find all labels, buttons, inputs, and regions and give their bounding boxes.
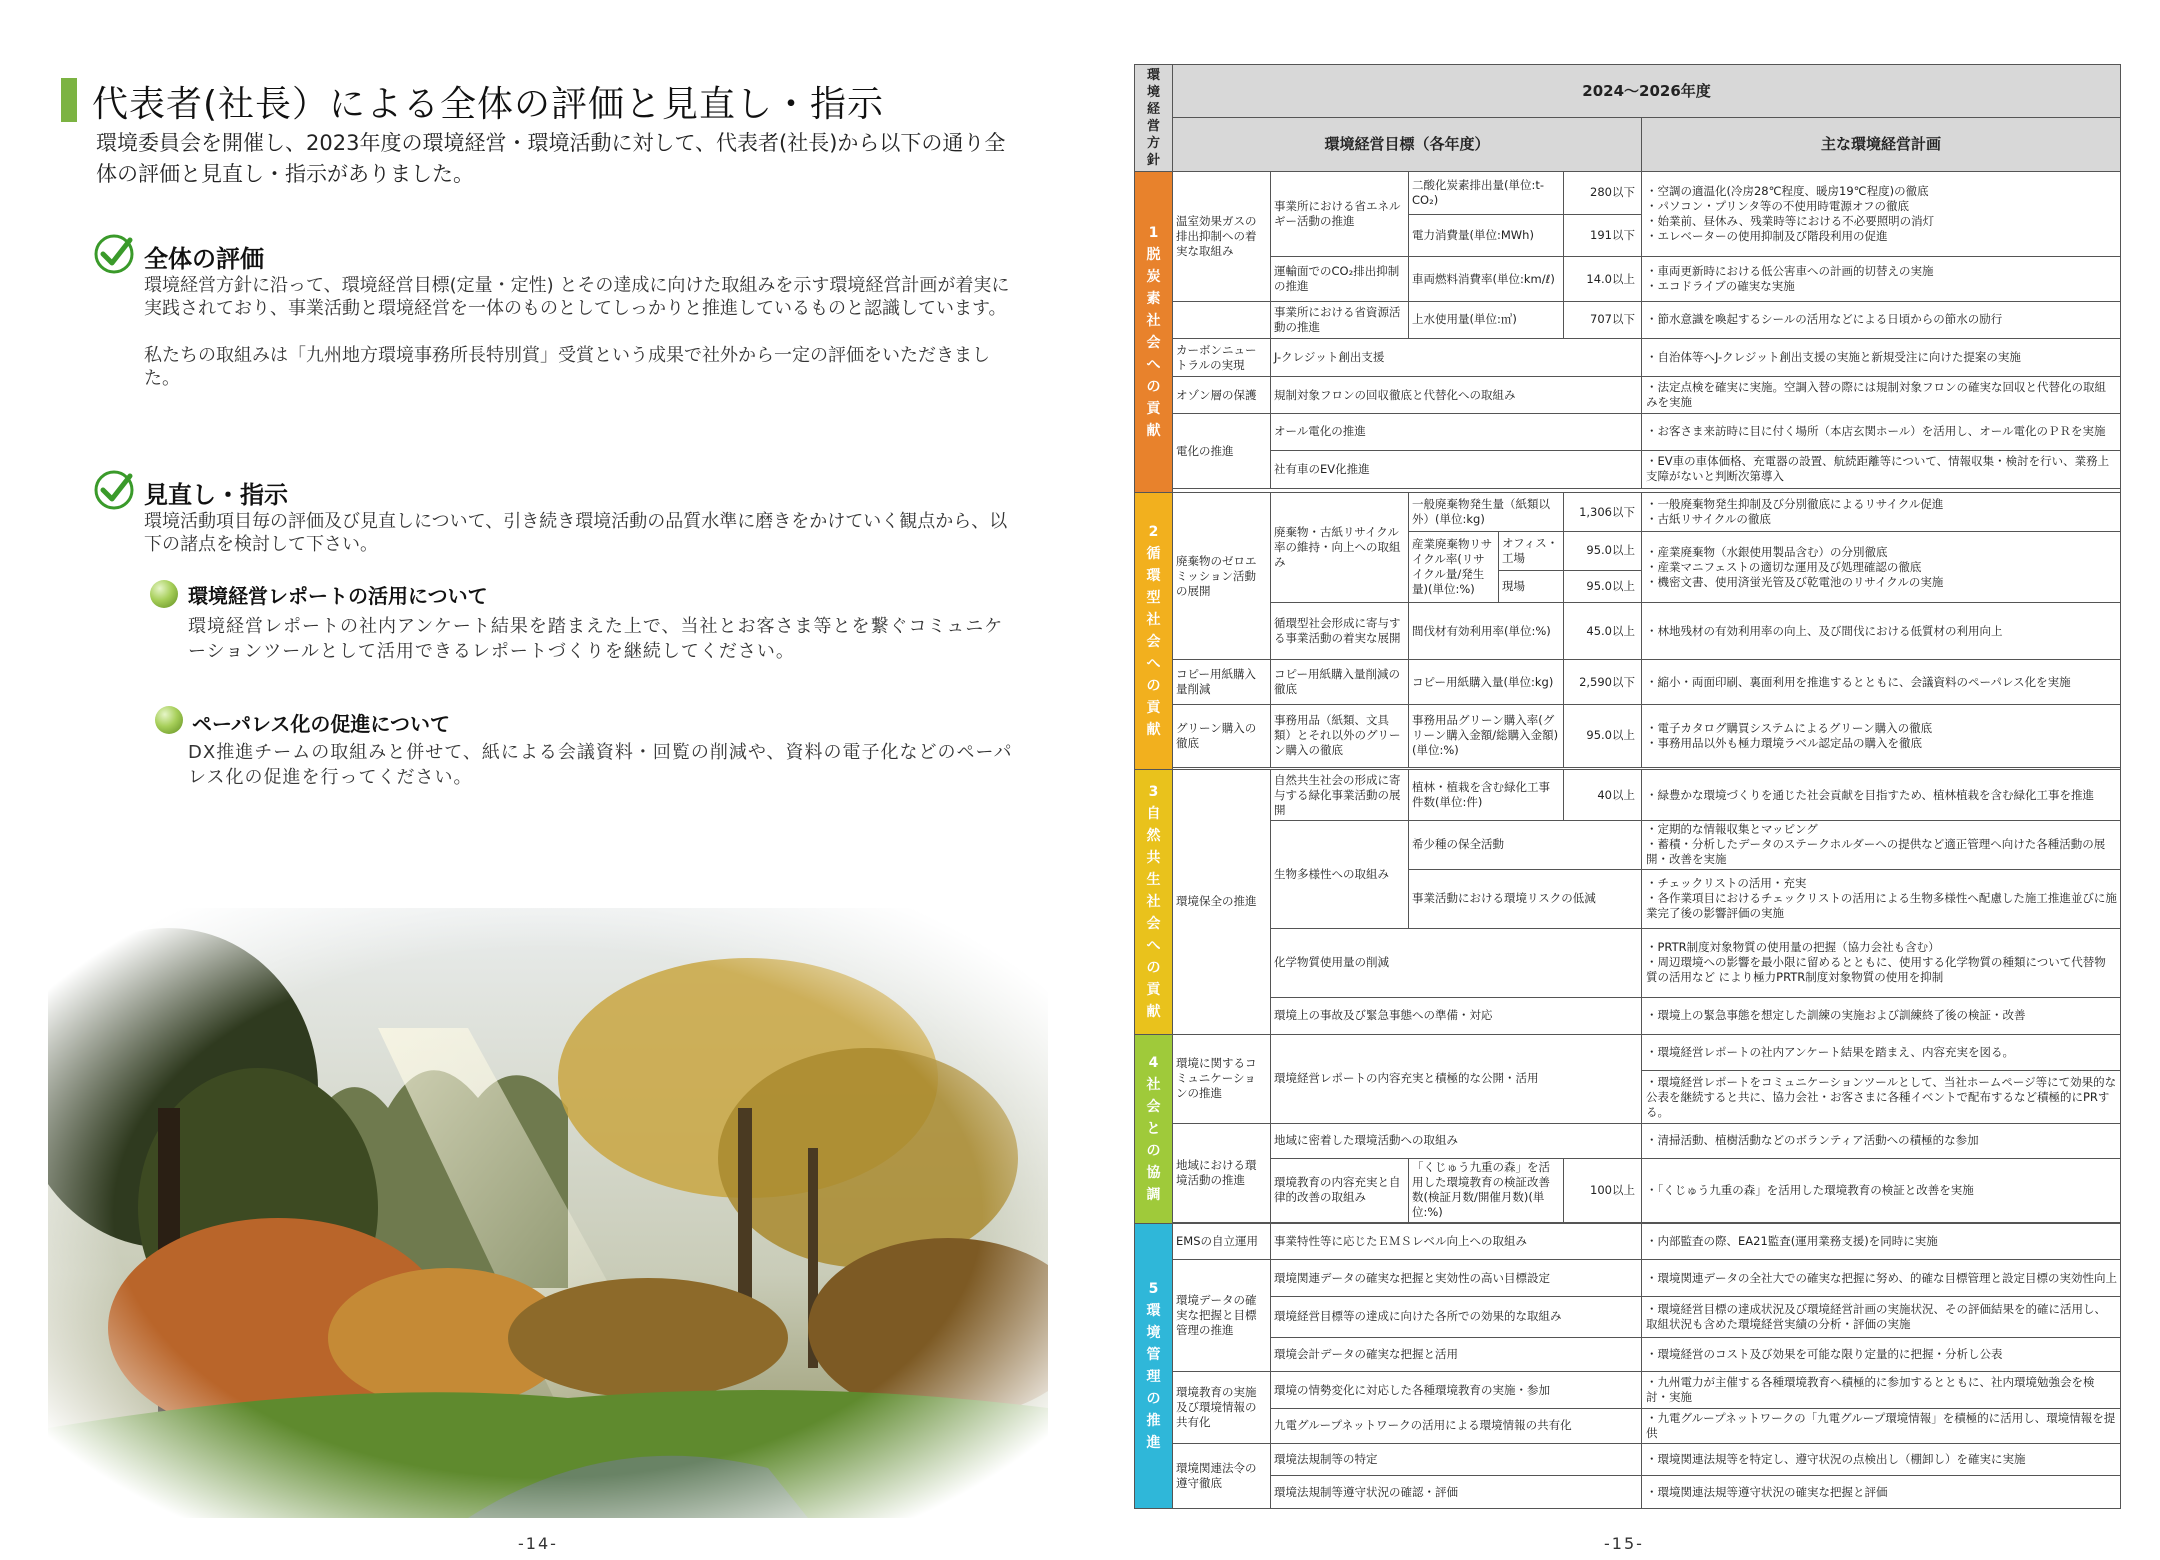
goal-text: 環境経営目標等の達成に向けた各所での効果的な取組み	[1271, 1297, 1642, 1338]
goal-category: 環境関連法令の遵守徹底	[1173, 1443, 1271, 1508]
goal-text: 環境会計データの確実な把握と活用	[1271, 1337, 1642, 1372]
goal-value: 40以上	[1564, 770, 1642, 821]
plan-text: ・「くじゅう九重の森」を活用した環境教育の検証と改善を実施	[1642, 1158, 2121, 1222]
goal-sub: 環境教育の内容充実と自律的改善の取組み	[1271, 1158, 1409, 1222]
plan-text: ・PRTR制度対象物質の使用量の把握（協力会社も含む） ・周辺環境への影響を最小限に留めるとともに、使用する化学物質の種類について代替物質の活用など により極力PRTR制度対象物質の使用を抑制	[1642, 928, 2121, 997]
goal-text: 化学物質使用量の削減	[1271, 928, 1642, 997]
goal-text: 規制対象フロンの回収徹底と代替化への取組み	[1271, 377, 1642, 414]
goal-text: 環境関連データの確実な把握と実効性の高い目標設定	[1271, 1260, 1642, 1297]
forest-photo	[48, 908, 1048, 1518]
goal-text: 九電グループネットワークの活用による環境情報の共有化	[1271, 1409, 1642, 1444]
goal-text: 環境の情勢変化に対応した各種環境教育の実施・参加	[1271, 1372, 1642, 1409]
plan-text: ・一般廃棄物発生抑制及び分別徹底によるリサイクル促進 ・古紙リサイクルの徹底	[1642, 493, 2121, 532]
title-accent-bar	[61, 78, 77, 122]
goal-value: 95.0以上	[1564, 531, 1642, 570]
policy-3: 3自然共生社会への貢献	[1135, 770, 1173, 1035]
goal-indicator: 一般廃棄物発生量（紙類以外）(単位:kg)	[1409, 493, 1564, 532]
evaluation-body: 環境経営方針に沿って、環境経営目標(定量・定性) とその達成に向けた取組みを示す環境経営計画が着実に実践されており、事業活動と環境経営を一体のものとしてしっかりと推進しているものと認識しています。	[144, 275, 1010, 319]
plan-text: ・産業廃棄物（水銀使用製品含む）の分別徹底 ・産業マニフェストの適切な運用及び処理確認の徹底 ・機密文書、使用済蛍光管及び乾電池のリサイクルの実施	[1642, 531, 2121, 602]
plan-text: ・お客さま来訪時に目に付く場所（本店玄関ホール）を活用し、オール電化のＰＲを実施	[1642, 413, 2121, 450]
plan-text: ・環境関連法規等を特定し、遵守状況の点検出し（棚卸し）を確実に実施	[1642, 1443, 2121, 1476]
goal-sub: 事務用品（紙類、文具類）とそれ以外のグリーン購入の徹底	[1271, 704, 1409, 767]
goal-category: 電化の推進	[1173, 413, 1271, 488]
header-policy: 環境経営方針	[1135, 65, 1173, 172]
goal-category: コピー用紙購入量削減	[1173, 660, 1271, 705]
page-number-right: -15-	[1604, 1534, 1644, 1553]
goal-text: 環境上の事故及び緊急事態への準備・対応	[1271, 997, 1642, 1034]
goal-value: 191以下	[1564, 214, 1642, 257]
goal-text: 環境法規制等の特定	[1271, 1443, 1642, 1476]
goal-value: 95.0以上	[1564, 570, 1642, 603]
goal-value: 707以下	[1564, 302, 1642, 339]
environment-plan-table	[1134, 64, 2120, 1509]
plan-text: ・緑豊かな環境づくりを通じた社会貢献を目指すため、植林植栽を含む緑化工事を推進	[1642, 770, 2121, 821]
header-period: 2024～2026年度	[1173, 65, 2121, 118]
goal-category: 環境保全の推進	[1173, 770, 1271, 1035]
plan-text: ・車両更新時における低公害車への計画的切替えの実施 ・エコドライブの確実な実施	[1642, 257, 2121, 302]
check-circle-icon	[92, 232, 136, 276]
plan-text: ・環境経営のコスト及び効果を可能な限り定量的に把握・分析し公表	[1642, 1337, 2121, 1372]
goal-value: 14.0以上	[1564, 257, 1642, 302]
goal-indicator: 「くじゅう九重の森」を活用した環境教育の検証改善数(検証月数/開催月数)(単位:%)	[1409, 1158, 1564, 1222]
plan-text: ・自治体等へJ-クレジット創出支援の実施と新規受注に向けた提案の実施	[1642, 338, 2121, 377]
policy-4: 4社会との協調	[1135, 1034, 1173, 1223]
policy-1: 1脱炭素社会への貢献	[1135, 171, 1173, 492]
goal-indicator: 産業廃棄物リサイクル率(リサイクル量/発生量)(単位:%)	[1409, 531, 1499, 602]
goal-indicator: 電力消費量(単位:MWh)	[1409, 214, 1564, 257]
evaluation-heading: 全体の評価	[144, 245, 264, 273]
goal-sub: 事業所における省エネルギー活動の推進	[1271, 171, 1409, 256]
intro-text: 環境委員会を開催し、2023年度の環境経営・環境活動に対して、代表者(社長)から以下の通り全体の評価と見直し・指示がありました。	[96, 131, 1006, 186]
plan-text: ・環境経営レポートをコミュニケーションツールとして、当社ホームページ等にて効果的な公表を継続すると共に、協力会社・お客さまに各種イベントで配布するなど積極的にPRする。	[1642, 1071, 2121, 1124]
review-item-body: DX推進チームの取組みと併せて、紙による会議資料・回覧の削減や、資料の電子化などのペーパレス化の促進を行ってください。	[188, 742, 1013, 788]
review-item-title: ペーパレス化の促進について	[192, 712, 450, 736]
goal-sub: 循環型社会形成に寄与する事業活動の着実な展開	[1271, 603, 1409, 660]
goal-value: 45.0以上	[1564, 603, 1642, 660]
goal-text: 社有車のEV化推進	[1271, 450, 1642, 489]
goal-category: カーボンニュートラルの実現	[1173, 338, 1271, 377]
goal-category: 環境に関するコミュニケーションの推進	[1173, 1034, 1271, 1124]
goal-text: 環境経営レポートの内容充実と積極的な公開・活用	[1271, 1034, 1642, 1124]
page-number: -14-	[518, 1534, 558, 1553]
review-item-title: 環境経営レポートの活用について	[188, 584, 488, 608]
goal-indicator: 希少種の保全活動	[1409, 820, 1642, 869]
goal-text: オール電化の推進	[1271, 413, 1642, 450]
goal-text: 環境法規制等遵守状況の確認・評価	[1271, 1476, 1642, 1509]
plan-text: ・林地残材の有効利用率の向上、及び間伐における低質材の利用向上	[1642, 603, 2121, 660]
review-heading: 見直し・指示	[144, 481, 288, 509]
plan-text: ・環境関連法規等遵守状況の確実な把握と評価	[1642, 1476, 2121, 1509]
plan-table	[1134, 64, 2121, 1509]
goal-category: 廃棄物のゼロエミッション活動の展開	[1173, 493, 1271, 660]
goal-text: 事業特性等に応じたＥＭＳレベル向上への取組み	[1271, 1223, 1642, 1260]
goal-sub: 自然共生社会の形成に寄与する緑化事業活動の展開	[1271, 770, 1409, 821]
goal-indicator: 上水使用量(単位:㎥)	[1409, 302, 1564, 339]
goal-category: グリーン購入の徹底	[1173, 704, 1271, 767]
plan-text: ・縮小・両面印刷、裏面利用を推進するとともに、会議資料のペーパレス化を実施	[1642, 660, 2121, 705]
plan-text: ・電子カタログ購買システムによるグリーン購入の徹底 ・事務用品以外も極力環境ラベル認定品の購入を徹底	[1642, 704, 2121, 767]
goal-value: 95.0以上	[1564, 704, 1642, 767]
plan-text: ・九州電力が主催する各種環境教育へ積極的に参加するとともに、社内環境勉強会を検討・実施	[1642, 1372, 2121, 1409]
plan-text: ・チェックリストの活用・充実 ・各作業項目におけるチェックリストの活用による生物多様性へ配慮した施工推進並びに施業完了後の影響評価の実施	[1642, 869, 2121, 928]
bullet-ball-icon	[150, 580, 178, 608]
goal-category: オゾン層の保護	[1173, 377, 1271, 414]
policy-5: 5環境管理の推進	[1135, 1223, 1173, 1508]
plan-text: ・定期的な情報収集とマッピング ・蓄積・分析したデータのステークホルダーへの提供など適正管理へ向けた各種活動の展開・改善を実施	[1642, 820, 2121, 869]
plan-text: ・清掃活動、植樹活動などのボランティア活動への積極的な参加	[1642, 1124, 2121, 1159]
goal-indicator: 事業活動における環境リスクの低減	[1409, 869, 1642, 928]
check-circle-icon	[92, 468, 136, 512]
goal-value: 100以上	[1564, 1158, 1642, 1222]
goal-category: 地域における環境活動の推進	[1173, 1124, 1271, 1223]
goal-indicator: 間伐材有効利用率(単位:%)	[1409, 603, 1564, 660]
plan-text: ・内部監査の際、EA21監査(運用業務支援)を同時に実施	[1642, 1223, 2121, 1260]
plan-text: ・環境関連データの全社大での確実な把握に努め、的確な目標管理と設定目標の実効性向上	[1642, 1260, 2121, 1297]
goal-value: 1,306以下	[1564, 493, 1642, 532]
goal-sub: 廃棄物・古紙リサイクル率の維持・向上への取組み	[1271, 493, 1409, 603]
plan-text: ・環境上の緊急事態を想定した訓練の実施および訓練終了後の検証・改善	[1642, 997, 2121, 1034]
goal-indicator: 二酸化炭素排出量(単位:t-CO₂)	[1409, 171, 1564, 214]
goal-sub: 運輸面でのCO₂排出抑制の推進	[1271, 257, 1409, 302]
goal-indicator: 現場	[1499, 570, 1564, 603]
page-title: 代表者(社長）による全体の評価と見直し・指示	[92, 84, 885, 125]
goal-category: 環境データの確実な把握と目標管理の推進	[1173, 1260, 1271, 1372]
review-body: 環境活動項目毎の評価及び見直しについて、引き続き環境活動の品質水準に磨きをかけていく観点から、以下の諸点を検討して下さい。	[144, 511, 1008, 555]
plan-text: ・空調の適温化(冷房28℃程度、暖房19℃程度)の徹底 ・パソコン・プリンタ等の不使用時電源オフの徹底 ・始業前、昼休み、残業時等における不必要照明の消灯 ・エレベーターの使用抑制及び階段利用の促進	[1642, 171, 2121, 256]
plan-text: ・法定点検を確実に実施。空調入替の際には規制対象フロンの確実な回収と代替化の取組みを実施	[1642, 377, 2121, 414]
plan-text: ・環境経営レポートの社内アンケート結果を踏まえ、内容充実を図る。	[1642, 1034, 2121, 1071]
bullet-ball-icon	[155, 706, 183, 734]
goal-category: EMSの自立運用	[1173, 1223, 1271, 1260]
goal-value: 2,590以下	[1564, 660, 1642, 705]
goal-category: 環境教育の実施及び環境情報の共有化	[1173, 1372, 1271, 1443]
header-goals: 環境経営目標（各年度）	[1173, 118, 1642, 171]
goal-text: J-クレジット創出支援	[1271, 338, 1642, 377]
policy-2: 2循環型社会への貢献	[1135, 493, 1173, 770]
goal-value: 280以下	[1564, 171, 1642, 214]
goal-category	[1173, 302, 1271, 339]
goal-indicator: コピー用紙購入量(単位:kg)	[1409, 660, 1564, 705]
goal-sub: コピー用紙購入量削減の徹底	[1271, 660, 1409, 705]
goal-sub: 生物多様性への取組み	[1271, 820, 1409, 928]
plan-text: ・EV車の車体価格、充電器の設置、航続距離等について、情報収集・検討を行い、業務上支障がないと判断次第導入	[1642, 450, 2121, 489]
goal-indicator: 事務用品グリーン購入率(グリーン購入金額/総購入金額)(単位:%)	[1409, 704, 1564, 767]
plan-text: ・九電グループネットワークの「九電グループ環境情報」を積極的に活用し、環境情報を提供	[1642, 1409, 2121, 1444]
header-plans: 主な環境経営計画	[1642, 118, 2121, 171]
plan-text: ・節水意識を喚起するシールの活用などによる日頃からの節水の励行	[1642, 302, 2121, 339]
goal-category: 温室効果ガスの排出抑制への着実な取組み	[1173, 171, 1271, 301]
goal-indicator: オフィス・工場	[1499, 531, 1564, 570]
goal-text: 地域に密着した環境活動への取組み	[1271, 1124, 1642, 1159]
plan-text: ・環境経営目標の達成状況及び環境経営計画の実施状況、その評価結果を的確に活用し、取組状況も含めた環境経営実績の分析・評価の実施	[1642, 1297, 2121, 1338]
review-item-body: 環境経営レポートの社内アンケート結果を踏まえた上で、当社とお客さま等とを繋ぐコミュニケーションツールとして活用できるレポートづくりを継続してください。	[188, 616, 1004, 662]
goal-sub: 事業所における省資源活動の推進	[1271, 302, 1409, 339]
goal-indicator: 植林・植栽を含む緑化工事件数(単位:件)	[1409, 770, 1564, 821]
evaluation-body-2: 私たちの取組みは「九州地方環境事務所長特別賞」受賞という成果で社外から一定の評価をいただきました。	[144, 345, 990, 389]
goal-indicator: 車両燃料消費率(単位:km/ℓ)	[1409, 257, 1564, 302]
